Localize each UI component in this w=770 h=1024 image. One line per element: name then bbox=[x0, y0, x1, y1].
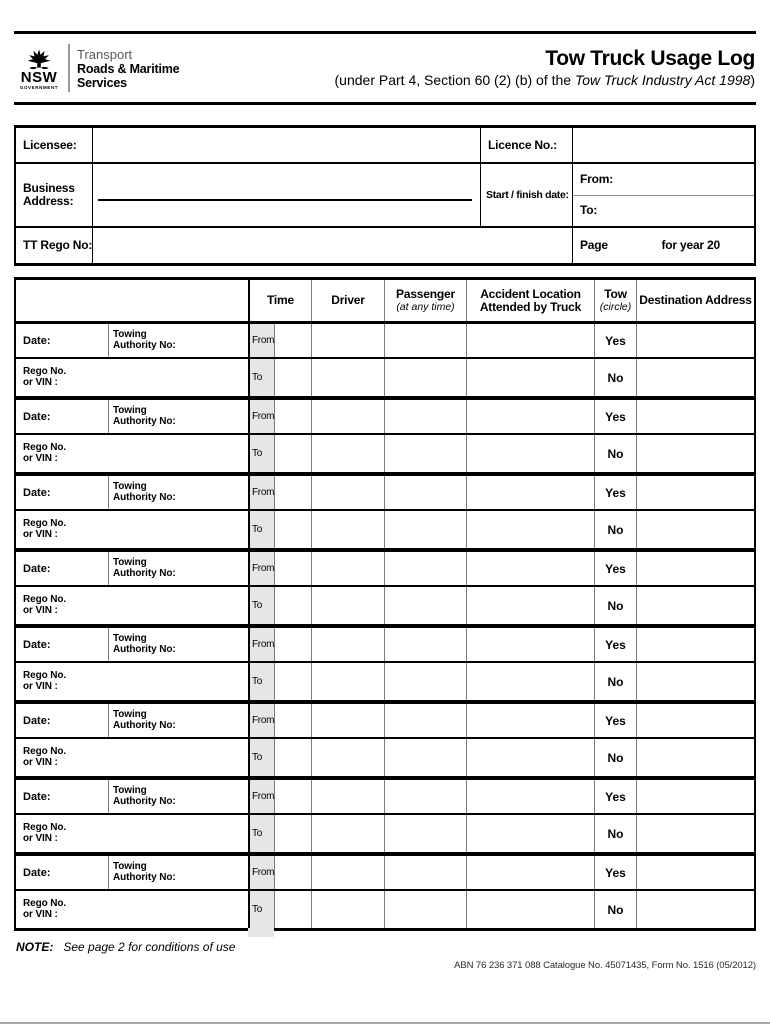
to-label-cell bbox=[248, 511, 274, 548]
entry-cell-time-to[interactable] bbox=[274, 739, 311, 776]
from-label: From bbox=[252, 639, 275, 650]
date-field[interactable] bbox=[16, 704, 108, 737]
page-title: Tow Truck Usage Log bbox=[545, 47, 755, 70]
tow-yes-option[interactable]: Yes bbox=[594, 704, 636, 737]
tow-no-option[interactable]: No bbox=[594, 511, 636, 548]
entry-cell-accident-location[interactable] bbox=[466, 663, 594, 700]
tow-yes-option[interactable]: Yes bbox=[594, 628, 636, 661]
from-label-cell bbox=[248, 476, 274, 509]
government-wordmark: GOVERNMENT bbox=[19, 84, 59, 90]
to-label: To bbox=[252, 600, 262, 611]
to-label-cell bbox=[248, 739, 274, 776]
entry-cell-accident-location[interactable] bbox=[466, 780, 594, 813]
rego-vin-field[interactable] bbox=[16, 891, 248, 928]
from-label: From bbox=[252, 715, 275, 726]
tow-no-option[interactable]: No bbox=[594, 739, 636, 776]
entry-cell-passenger[interactable] bbox=[384, 739, 466, 776]
entry-cell-passenger[interactable] bbox=[384, 359, 466, 396]
entry-cell-destination[interactable] bbox=[636, 511, 754, 548]
entry-cell-destination[interactable] bbox=[636, 815, 754, 852]
agency-name bbox=[77, 46, 179, 90]
entry-cell-driver[interactable] bbox=[311, 400, 384, 433]
licensee-input[interactable] bbox=[92, 128, 480, 162]
entry-cell-destination[interactable] bbox=[636, 704, 754, 737]
entry-cell-time-to[interactable] bbox=[274, 435, 311, 472]
business-address-input[interactable] bbox=[92, 164, 480, 226]
title-block bbox=[335, 47, 756, 89]
from-label-cell bbox=[248, 400, 274, 433]
from-label-cell bbox=[248, 552, 274, 585]
entry-row-from bbox=[16, 476, 754, 511]
note-text: See page 2 for conditions of use bbox=[63, 940, 236, 954]
header-time: Time bbox=[248, 280, 311, 321]
towing-authority-label: Towing Authority No: bbox=[113, 709, 176, 731]
date-label: Date: bbox=[23, 410, 51, 423]
entry-row-to bbox=[16, 815, 754, 852]
licence-info-panel bbox=[14, 125, 756, 266]
tow-no-option[interactable]: No bbox=[594, 435, 636, 472]
entry-cell-passenger[interactable] bbox=[384, 511, 466, 548]
entry-cell-passenger[interactable] bbox=[384, 435, 466, 472]
entry-cell-passenger[interactable] bbox=[384, 628, 466, 661]
entry-row-to bbox=[16, 663, 754, 700]
date-field[interactable] bbox=[16, 552, 108, 585]
to-label: To bbox=[252, 904, 262, 915]
log-entry-block bbox=[16, 780, 754, 856]
entry-cell-driver[interactable] bbox=[311, 663, 384, 700]
from-label: From: bbox=[580, 171, 613, 186]
date-field[interactable] bbox=[16, 780, 108, 813]
entry-row-to bbox=[16, 587, 754, 624]
rego-vin-label: Rego No. or VIN : bbox=[23, 594, 67, 616]
entry-cell-accident-location[interactable] bbox=[466, 359, 594, 396]
entry-cell-time-from[interactable] bbox=[274, 856, 311, 889]
agency-line-services: Services bbox=[77, 76, 127, 90]
licence-no-label-cell bbox=[480, 128, 572, 162]
entry-cell-passenger[interactable] bbox=[384, 780, 466, 813]
nsw-logo-mark bbox=[17, 46, 61, 91]
for-year-label: for year 20 bbox=[661, 238, 720, 252]
rego-vin-field[interactable] bbox=[16, 511, 248, 548]
entry-cell-driver[interactable] bbox=[311, 856, 384, 889]
entry-cell-time-from[interactable] bbox=[274, 780, 311, 813]
entry-row-to bbox=[16, 891, 754, 928]
tt-rego-label-cell bbox=[16, 228, 92, 263]
towing-authority-field[interactable] bbox=[108, 704, 248, 737]
towing-authority-field[interactable] bbox=[108, 856, 248, 889]
entry-cell-destination[interactable] bbox=[636, 587, 754, 624]
log-entry-blocks bbox=[16, 324, 754, 928]
page-subtitle bbox=[335, 71, 755, 89]
entry-row-to bbox=[16, 511, 754, 548]
entry-cell-time-to[interactable] bbox=[274, 359, 311, 396]
entry-cell-time-to[interactable] bbox=[274, 587, 311, 624]
towing-authority-label: Towing Authority No: bbox=[113, 633, 176, 655]
entry-row-to bbox=[16, 435, 754, 472]
entry-cell-passenger[interactable] bbox=[384, 587, 466, 624]
rego-vin-field[interactable] bbox=[16, 435, 248, 472]
date-field[interactable] bbox=[16, 476, 108, 509]
masthead-bottom-rule bbox=[14, 102, 756, 105]
log-entry-block bbox=[16, 476, 754, 552]
entry-cell-destination[interactable] bbox=[636, 435, 754, 472]
subtitle-suffix: ) bbox=[750, 72, 755, 88]
start-finish-dates-cell bbox=[572, 164, 754, 226]
rego-vin-label: Rego No. or VIN : bbox=[23, 898, 67, 920]
tt-rego-label: TT Rego No: bbox=[23, 238, 93, 252]
entry-cell-passenger[interactable] bbox=[384, 324, 466, 357]
entry-cell-time-from[interactable] bbox=[274, 704, 311, 737]
rego-vin-field[interactable] bbox=[16, 815, 248, 852]
from-label: From bbox=[252, 563, 275, 574]
entry-cell-accident-location[interactable] bbox=[466, 324, 594, 357]
address-writing-line bbox=[98, 199, 472, 201]
from-label-cell bbox=[248, 324, 274, 357]
entry-cell-driver[interactable] bbox=[311, 435, 384, 472]
entry-cell-destination[interactable] bbox=[636, 628, 754, 661]
rego-vin-label: Rego No. or VIN : bbox=[23, 518, 67, 540]
date-to-input[interactable] bbox=[573, 195, 754, 227]
usage-log-table bbox=[14, 277, 756, 931]
date-label: Date: bbox=[23, 638, 51, 651]
towing-authority-field[interactable] bbox=[108, 400, 248, 433]
entry-cell-passenger[interactable] bbox=[384, 663, 466, 700]
date-label: Date: bbox=[23, 790, 51, 803]
header-passenger: Passenger (at any time) bbox=[384, 280, 466, 321]
licensee-label-cell bbox=[16, 128, 92, 162]
to-label-cell bbox=[248, 815, 274, 852]
entry-row-from bbox=[16, 704, 754, 739]
from-label: From bbox=[252, 487, 275, 498]
tow-no-option[interactable]: No bbox=[594, 891, 636, 928]
log-entry-block bbox=[16, 628, 754, 704]
subtitle-prefix: (under Part 4, Section 60 (2) (b) of the bbox=[334, 72, 575, 88]
start-finish-label: Start / finish date: bbox=[486, 188, 569, 201]
log-entry-block bbox=[16, 324, 754, 400]
tow-yes-option[interactable]: Yes bbox=[594, 780, 636, 813]
entry-cell-accident-location[interactable] bbox=[466, 552, 594, 585]
to-label: To bbox=[252, 828, 262, 839]
tow-yes-option[interactable]: Yes bbox=[594, 552, 636, 585]
entry-cell-driver[interactable] bbox=[311, 587, 384, 624]
waratah-icon bbox=[24, 46, 54, 71]
note-label: NOTE: bbox=[16, 940, 54, 954]
entry-cell-destination[interactable] bbox=[636, 663, 754, 700]
towing-authority-field[interactable] bbox=[108, 476, 248, 509]
date-label: Date: bbox=[23, 334, 51, 347]
logo-divider-bar bbox=[68, 44, 70, 92]
entry-cell-destination[interactable] bbox=[636, 552, 754, 585]
tt-rego-row bbox=[16, 226, 754, 263]
towing-authority-field[interactable] bbox=[108, 780, 248, 813]
tow-yes-option[interactable]: Yes bbox=[594, 476, 636, 509]
to-label: To: bbox=[580, 203, 598, 218]
to-label: To bbox=[252, 752, 262, 763]
page-label: Page bbox=[580, 238, 608, 252]
entry-row-from bbox=[16, 552, 754, 587]
rego-vin-label: Rego No. or VIN : bbox=[23, 442, 67, 464]
masthead bbox=[14, 34, 756, 102]
entry-cell-accident-location[interactable] bbox=[466, 815, 594, 852]
date-label: Date: bbox=[23, 714, 51, 727]
entry-cell-accident-location[interactable] bbox=[466, 587, 594, 624]
entry-cell-passenger[interactable] bbox=[384, 400, 466, 433]
towing-authority-label: Towing Authority No: bbox=[113, 785, 176, 807]
entry-cell-time-from[interactable] bbox=[274, 552, 311, 585]
log-table-header-row bbox=[16, 280, 754, 324]
from-label-cell bbox=[248, 780, 274, 813]
from-label-cell bbox=[248, 856, 274, 889]
from-label: From bbox=[252, 411, 275, 422]
to-label: To bbox=[252, 676, 262, 687]
to-label-cell bbox=[248, 663, 274, 700]
business-address-label-cell bbox=[16, 164, 92, 226]
entry-cell-time-from[interactable] bbox=[274, 400, 311, 433]
from-label: From bbox=[252, 335, 275, 346]
entry-cell-accident-location[interactable] bbox=[466, 435, 594, 472]
form-fine-print: ABN 76 236 371 088 Catalogue No. 45071435, Form No. 1516 (05/2012) bbox=[454, 960, 756, 971]
agency-line-roads-maritime: Roads & Maritime bbox=[77, 62, 180, 76]
entry-cell-driver[interactable] bbox=[311, 704, 384, 737]
entry-cell-driver[interactable] bbox=[311, 476, 384, 509]
header-destination: Destination Address bbox=[636, 280, 754, 321]
from-label: From bbox=[252, 791, 275, 802]
entry-cell-passenger[interactable] bbox=[384, 476, 466, 509]
tow-no-option[interactable]: No bbox=[594, 663, 636, 700]
entry-cell-time-from[interactable] bbox=[274, 628, 311, 661]
entry-cell-passenger[interactable] bbox=[384, 704, 466, 737]
date-field[interactable] bbox=[16, 324, 108, 357]
towing-authority-field[interactable] bbox=[108, 628, 248, 661]
towing-authority-label: Towing Authority No: bbox=[113, 557, 176, 579]
rego-vin-label: Rego No. or VIN : bbox=[23, 822, 67, 844]
date-field[interactable] bbox=[16, 856, 108, 889]
entry-row-from bbox=[16, 628, 754, 663]
entry-cell-accident-location[interactable] bbox=[466, 704, 594, 737]
conditions-note bbox=[16, 940, 770, 954]
towing-authority-field[interactable] bbox=[108, 552, 248, 585]
entry-row-from bbox=[16, 400, 754, 435]
tow-yes-option[interactable]: Yes bbox=[594, 856, 636, 889]
rego-vin-label: Rego No. or VIN : bbox=[23, 366, 67, 388]
entry-row-to bbox=[16, 359, 754, 396]
entry-cell-driver[interactable] bbox=[311, 739, 384, 776]
entry-cell-accident-location[interactable] bbox=[466, 739, 594, 776]
entry-cell-time-to[interactable] bbox=[274, 815, 311, 852]
date-label: Date: bbox=[23, 866, 51, 879]
date-label: Date: bbox=[23, 562, 51, 575]
entry-cell-time-from[interactable] bbox=[274, 476, 311, 509]
rego-vin-label: Rego No. or VIN : bbox=[23, 746, 67, 768]
rego-vin-field[interactable] bbox=[16, 663, 248, 700]
start-finish-label-cell bbox=[480, 164, 572, 226]
nsw-wordmark: NSW bbox=[20, 68, 58, 86]
towing-authority-label: Towing Authority No: bbox=[113, 861, 176, 883]
licensee-row bbox=[16, 128, 754, 162]
licence-no-input[interactable] bbox=[572, 128, 754, 162]
licence-no-label: Licence No.: bbox=[488, 137, 557, 152]
towing-authority-label: Towing Authority No: bbox=[113, 329, 176, 351]
entry-cell-time-to[interactable] bbox=[274, 511, 311, 548]
entry-cell-passenger[interactable] bbox=[384, 552, 466, 585]
entry-cell-time-to[interactable] bbox=[274, 663, 311, 700]
date-field[interactable] bbox=[16, 400, 108, 433]
agency-line-transport: Transport bbox=[77, 47, 133, 62]
log-entry-block bbox=[16, 400, 754, 476]
page-year-cell[interactable] bbox=[572, 228, 754, 263]
header-tow: Tow (circle) bbox=[594, 280, 636, 321]
log-entry-block bbox=[16, 704, 754, 780]
entry-cell-destination[interactable] bbox=[636, 739, 754, 776]
to-label-cell bbox=[248, 587, 274, 624]
entry-cell-destination[interactable] bbox=[636, 324, 754, 357]
entry-cell-accident-location[interactable] bbox=[466, 628, 594, 661]
to-label-cell bbox=[248, 891, 274, 928]
rego-vin-field[interactable] bbox=[16, 359, 248, 396]
date-label: Date: bbox=[23, 486, 51, 499]
entry-cell-passenger[interactable] bbox=[384, 815, 466, 852]
entry-cell-accident-location[interactable] bbox=[466, 476, 594, 509]
tow-no-option[interactable]: No bbox=[594, 815, 636, 852]
tow-yes-option[interactable]: Yes bbox=[594, 324, 636, 357]
business-address-row bbox=[16, 162, 754, 226]
business-address-label: Business Address: bbox=[23, 181, 75, 208]
rego-vin-field[interactable] bbox=[16, 587, 248, 624]
entry-cell-driver[interactable] bbox=[311, 891, 384, 928]
to-label-cell bbox=[248, 435, 274, 472]
entry-row-to bbox=[16, 739, 754, 776]
entry-cell-destination[interactable] bbox=[636, 891, 754, 928]
to-label: To bbox=[252, 524, 262, 535]
nsw-government-logo bbox=[14, 44, 179, 92]
entry-cell-driver[interactable] bbox=[311, 359, 384, 396]
entry-cell-destination[interactable] bbox=[636, 359, 754, 396]
to-label: To bbox=[252, 448, 262, 459]
entry-cell-driver[interactable] bbox=[311, 628, 384, 661]
from-label-cell bbox=[248, 704, 274, 737]
from-label: From bbox=[252, 867, 275, 878]
entry-cell-driver[interactable] bbox=[311, 511, 384, 548]
tow-no-option[interactable]: No bbox=[594, 587, 636, 624]
entry-cell-driver[interactable] bbox=[311, 324, 384, 357]
entry-cell-passenger[interactable] bbox=[384, 856, 466, 889]
towing-authority-label: Towing Authority No: bbox=[113, 481, 176, 503]
entry-cell-destination[interactable] bbox=[636, 856, 754, 889]
towing-authority-label: Towing Authority No: bbox=[113, 405, 176, 427]
entry-cell-destination[interactable] bbox=[636, 476, 754, 509]
from-label-cell bbox=[248, 628, 274, 661]
entry-cell-passenger[interactable] bbox=[384, 891, 466, 928]
to-label: To bbox=[252, 372, 262, 383]
header-empty-cell bbox=[16, 280, 248, 321]
entry-row-from bbox=[16, 324, 754, 359]
entry-row-from bbox=[16, 856, 754, 891]
tow-yes-option[interactable]: Yes bbox=[594, 400, 636, 433]
entry-cell-time-to[interactable] bbox=[274, 891, 311, 928]
log-entry-block bbox=[16, 552, 754, 628]
entry-cell-accident-location[interactable] bbox=[466, 400, 594, 433]
shaded-column-stub bbox=[248, 928, 274, 937]
entry-cell-time-from[interactable] bbox=[274, 324, 311, 357]
tt-rego-input[interactable] bbox=[92, 228, 572, 263]
rego-vin-label: Rego No. or VIN : bbox=[23, 670, 67, 692]
entry-cell-driver[interactable] bbox=[311, 780, 384, 813]
subtitle-act-name: Tow Truck Industry Act 1998 bbox=[574, 72, 751, 88]
header-accident-location: Accident Location Attended by Truck bbox=[466, 280, 594, 321]
date-field[interactable] bbox=[16, 628, 108, 661]
to-label-cell bbox=[248, 359, 274, 396]
entry-cell-driver[interactable] bbox=[311, 815, 384, 852]
header-driver: Driver bbox=[311, 280, 384, 321]
tow-no-option[interactable]: No bbox=[594, 359, 636, 396]
log-entry-block bbox=[16, 856, 754, 928]
entry-row-from bbox=[16, 780, 754, 815]
entry-cell-destination[interactable] bbox=[636, 400, 754, 433]
date-from-input[interactable] bbox=[573, 164, 754, 195]
entry-cell-destination[interactable] bbox=[636, 780, 754, 813]
entry-cell-driver[interactable] bbox=[311, 552, 384, 585]
towing-authority-field[interactable] bbox=[108, 324, 248, 357]
rego-vin-field[interactable] bbox=[16, 739, 248, 776]
entry-cell-accident-location[interactable] bbox=[466, 891, 594, 928]
licensee-label: Licensee: bbox=[23, 137, 77, 152]
entry-cell-accident-location[interactable] bbox=[466, 856, 594, 889]
entry-cell-accident-location[interactable] bbox=[466, 511, 594, 548]
